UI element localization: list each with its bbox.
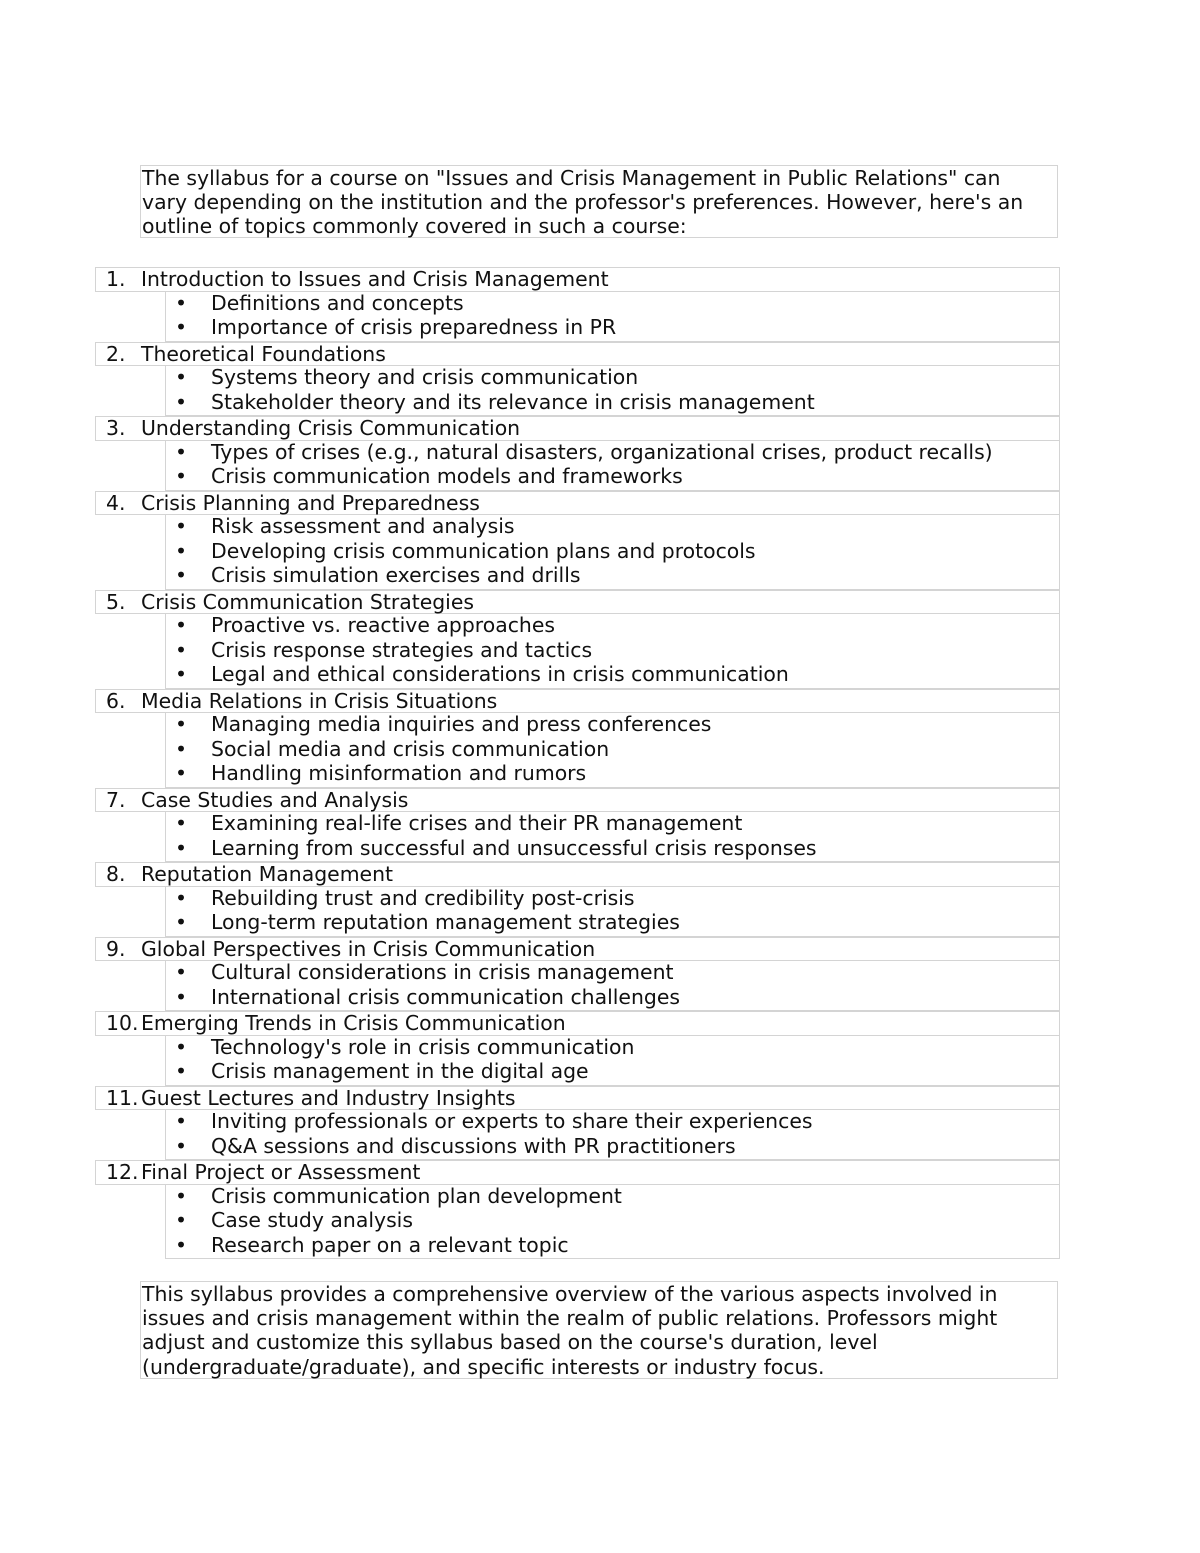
section-title: Media Relations in Crisis Situations — [141, 688, 498, 713]
list-item — [166, 1209, 1059, 1234]
list-item-text: Examining real-life crises and their PR management — [211, 811, 743, 835]
section-heading — [95, 862, 1060, 887]
subtopic-list — [165, 1036, 1060, 1086]
subtopic-list — [165, 1110, 1060, 1160]
section-title: Guest Lectures and Industry Insights — [141, 1085, 516, 1110]
bullet-icon: • — [174, 712, 188, 736]
list-item-text: Q&A sessions and discussions with PR practitioners — [211, 1133, 736, 1158]
list-item — [166, 316, 1059, 341]
bullet-icon: • — [174, 464, 188, 488]
subtopic-list — [165, 961, 1060, 1011]
list-item — [166, 465, 1059, 490]
section-title: Understanding Crisis Communication — [141, 416, 521, 440]
section-heading — [95, 491, 1060, 516]
list-item-text: Crisis communication models and frameworks — [211, 464, 683, 488]
list-item — [166, 961, 1059, 986]
list-item — [166, 391, 1059, 416]
section-title: Global Perspectives in Crisis Communication — [141, 936, 596, 961]
intro-line: The syllabus for a course on "Issues and Crisis Management in Public Relations" can — [142, 166, 1001, 190]
list-item — [166, 887, 1059, 912]
section-number: 2. — [106, 341, 126, 366]
bullet-icon: • — [174, 885, 188, 910]
bullet-icon: • — [174, 811, 188, 835]
list-item-text: Crisis management in the digital age — [211, 1059, 589, 1083]
bullet-icon: • — [174, 1133, 188, 1158]
subtopic-list — [165, 292, 1060, 342]
list-item — [166, 713, 1059, 738]
list-item — [166, 986, 1059, 1011]
subtopic-list — [165, 812, 1060, 862]
subtopic-list — [165, 713, 1060, 788]
bullet-icon: • — [174, 315, 188, 339]
section-number: 6. — [106, 688, 126, 713]
list-item — [166, 1234, 1059, 1259]
section-heading — [95, 937, 1060, 962]
list-item-text: Research paper on a relevant topic — [211, 1232, 569, 1257]
section-number: 11. — [106, 1085, 139, 1110]
subtopic-list — [165, 366, 1060, 416]
list-item-text: Crisis response strategies and tactics — [211, 637, 593, 662]
bullet-icon: • — [174, 538, 188, 563]
section-number: 1. — [106, 267, 126, 291]
list-item-text: Rebuilding trust and credibility post-crisis — [211, 885, 635, 910]
list-item — [166, 441, 1059, 466]
list-item-text: Social media and crisis communication — [211, 736, 610, 761]
section-heading — [95, 1011, 1060, 1036]
list-item — [166, 1185, 1059, 1210]
bullet-icon: • — [174, 835, 188, 860]
bullet-icon: • — [174, 761, 188, 785]
bullet-icon: • — [174, 736, 188, 761]
list-item — [166, 837, 1059, 862]
section-heading — [95, 689, 1060, 714]
list-item-text: Handling misinformation and rumors — [211, 761, 587, 785]
bullet-icon: • — [174, 365, 188, 389]
list-item-text: Proactive vs. reactive approaches — [211, 613, 555, 637]
bullet-icon: • — [174, 389, 188, 414]
bullet-icon: • — [174, 662, 188, 686]
intro-paragraph — [140, 165, 1058, 238]
bullet-icon: • — [174, 1183, 188, 1208]
section-heading — [95, 1086, 1060, 1111]
list-item-text: Long-term reputation management strategies — [211, 910, 680, 934]
bullet-icon: • — [174, 960, 188, 984]
section-title: Theoretical Foundations — [141, 341, 386, 366]
bullet-icon: • — [174, 910, 188, 934]
section-title: Crisis Planning and Preparedness — [141, 490, 480, 515]
list-item-text: Case study analysis — [211, 1208, 413, 1232]
section-title: Introduction to Issues and Crisis Management — [141, 267, 609, 291]
list-item — [166, 663, 1059, 688]
section-number: 12. — [106, 1160, 139, 1184]
list-item-text: Types of crises (e.g., natural disasters, organizational crises, product recalls) — [211, 439, 993, 464]
section-heading — [95, 416, 1060, 441]
list-item-text: Definitions and concepts — [211, 290, 464, 315]
bullet-icon: • — [174, 514, 188, 538]
list-item — [166, 614, 1059, 639]
list-item-text: Managing media inquiries and press conferences — [211, 712, 712, 736]
list-item — [166, 762, 1059, 787]
section-number: 5. — [106, 589, 126, 614]
list-item — [166, 1135, 1059, 1160]
section-title: Emerging Trends in Crisis Communication — [141, 1011, 566, 1035]
list-item — [166, 1060, 1059, 1085]
subtopic-list — [165, 1185, 1060, 1260]
section-number: 8. — [106, 862, 126, 886]
closing-line: issues and crisis management within the realm of public relations. Professors might — [142, 1306, 998, 1331]
section-heading — [95, 590, 1060, 615]
list-item-text: Technology's role in crisis communication — [211, 1034, 635, 1059]
list-item-text: Crisis communication plan development — [211, 1183, 622, 1208]
section-heading — [95, 342, 1060, 367]
list-item-text: Cultural considerations in crisis management — [211, 960, 674, 984]
bullet-icon: • — [174, 1208, 188, 1232]
subtopic-list — [165, 441, 1060, 491]
bullet-icon: • — [174, 1109, 188, 1133]
list-item — [166, 366, 1059, 391]
section-title: Reputation Management — [141, 862, 394, 886]
section-number: 9. — [106, 936, 126, 961]
subtopic-list — [165, 515, 1060, 590]
bullet-icon: • — [174, 1034, 188, 1059]
section-number: 3. — [106, 416, 126, 440]
topic-outline — [95, 267, 1060, 1259]
bullet-icon: • — [174, 637, 188, 662]
list-item — [166, 292, 1059, 317]
section-title: Final Project or Assessment — [141, 1160, 421, 1184]
bullet-icon: • — [174, 439, 188, 464]
list-item-text: Developing crisis communication plans and protocols — [211, 538, 756, 563]
section-heading — [95, 788, 1060, 813]
section-title: Case Studies and Analysis — [141, 787, 409, 812]
closing-line: This syllabus provides a comprehensive overview of the various aspects involved in — [142, 1282, 998, 1306]
bullet-icon: • — [174, 1232, 188, 1257]
section-number: 10. — [106, 1011, 139, 1035]
closing-paragraph — [140, 1281, 1058, 1379]
list-item — [166, 1110, 1059, 1135]
intro-line: vary depending on the institution and the professor's preferences. However, here's an — [142, 190, 1024, 215]
list-item-text: Systems theory and crisis communication — [211, 365, 639, 389]
bullet-icon: • — [174, 1059, 188, 1083]
list-item-text: International crisis communication challenges — [211, 984, 680, 1009]
section-number: 7. — [106, 787, 126, 812]
bullet-icon: • — [174, 984, 188, 1009]
intro-line: outline of topics commonly covered in such a course: — [142, 214, 687, 239]
section-heading — [95, 1160, 1060, 1185]
closing-line: (undergraduate/graduate), and specific interests or industry focus. — [142, 1354, 825, 1379]
bullet-icon: • — [174, 563, 188, 587]
list-item-text: Importance of crisis preparedness in PR — [211, 315, 617, 339]
closing-line: adjust and customize this syllabus based on the course's duration, level — [142, 1330, 878, 1355]
list-item — [166, 540, 1059, 565]
subtopic-list — [165, 887, 1060, 937]
list-item — [166, 738, 1059, 763]
section-title: Crisis Communication Strategies — [141, 589, 475, 614]
list-item — [166, 1036, 1059, 1061]
bullet-icon: • — [174, 613, 188, 637]
list-item — [166, 639, 1059, 664]
list-item-text: Learning from successful and unsuccessful crisis responses — [211, 835, 817, 860]
subtopic-list — [165, 614, 1060, 689]
list-item — [166, 564, 1059, 589]
section-heading — [95, 267, 1060, 292]
list-item-text: Crisis simulation exercises and drills — [211, 563, 581, 587]
list-item — [166, 812, 1059, 837]
list-item-text: Stakeholder theory and its relevance in crisis management — [211, 389, 815, 414]
list-item — [166, 911, 1059, 936]
list-item-text: Inviting professionals or experts to share their experiences — [211, 1109, 813, 1133]
list-item-text: Risk assessment and analysis — [211, 514, 515, 538]
section-number: 4. — [106, 490, 126, 515]
list-item — [166, 515, 1059, 540]
bullet-icon: • — [174, 290, 188, 315]
list-item-text: Legal and ethical considerations in crisis communication — [211, 662, 789, 686]
